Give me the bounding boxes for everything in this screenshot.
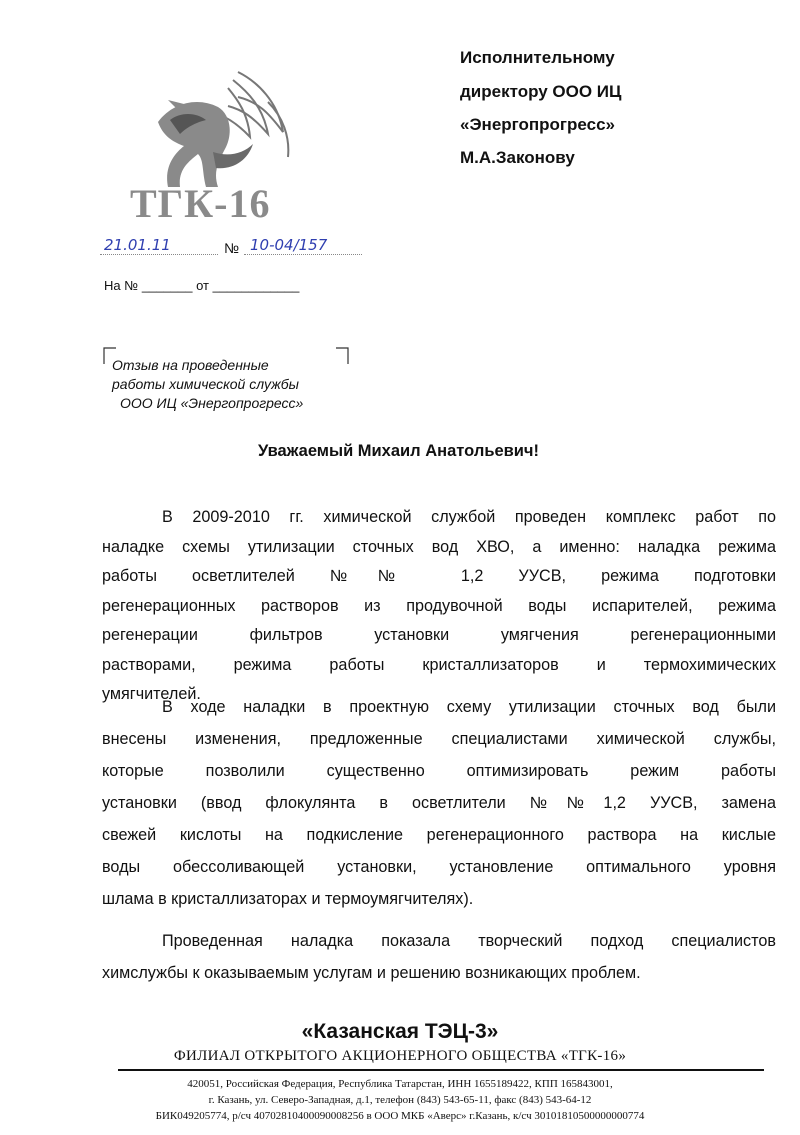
footer-address-line-2: г. Казань, ул. Северо-Западная, д.1, телефон (843) 543-65-11, факс (843) 543-64-12: [208, 1094, 592, 1106]
subject-line-1: Отзыв на проведенные: [112, 357, 269, 373]
paragraph-line: регенерации фильтров установки умягчения регенерационными: [102, 626, 776, 644]
reference-blank-date: ____________: [212, 278, 300, 293]
outgoing-date: 21.01.11: [104, 236, 171, 254]
paragraph-line: умягчителей.: [102, 685, 201, 703]
body-paragraph-3: [102, 925, 776, 989]
outgoing-no-label: №: [224, 240, 240, 256]
subject-block: [112, 356, 342, 413]
paragraph-line: установки (ввод флокулянта в осветлители №№1,2 УУСВ, замена: [102, 794, 776, 812]
addressee-line-3: «Энергопрогресс»: [460, 115, 615, 134]
paragraph-line: свежей кислоты на подкисление регенерационного раствора на кислые: [102, 826, 776, 844]
paragraph-line: шлама в кристаллизаторах и термоумягчителях).: [102, 890, 474, 908]
paragraph-line: В 2009-2010 гг. химической службой проведен комплекс работ по: [162, 508, 776, 526]
footer-divider: [118, 1069, 764, 1071]
salutation: Уважаемый Михаил Анатольевич!: [258, 442, 539, 460]
reference-blank-number: _______: [141, 278, 193, 293]
body-paragraph-1: [102, 503, 776, 710]
reference-from-label: от: [196, 278, 209, 293]
body-paragraph-2: [102, 691, 776, 915]
paragraph-line: растворами, режима работы кристаллизаторов и термохимических: [102, 655, 776, 674]
subject-line-2: работы химической службы: [112, 376, 299, 392]
footer-subtitle: ФИЛИАЛ ОТКРЫТОГО АКЦИОНЕРНОГО ОБЩЕСТВА «ТГК-16»: [173, 1048, 627, 1064]
paragraph-line: работы осветлителей №№ 1,2 УУСВ, режима подготовки: [102, 567, 776, 585]
paragraph-line: которые позволили существенно оптимизировать режим работы: [102, 762, 776, 780]
footer-bank-line: БИК049205774, р/сч 40702810400090008256 в ООО МКБ «Аверс» г.Казань, к/сч 30101810500000000774: [155, 1110, 645, 1122]
paragraph-line: Проведенная наладка показала творческий подход специалистов: [162, 932, 776, 950]
footer-title: «Казанская ТЭЦ-3»: [301, 1020, 499, 1043]
addressee-line-1: Исполнительному: [460, 48, 615, 67]
footer-address-line-1: 420051, Российская Федерация, Республика Татарстан, ИНН 1655189422, КПП 165843001,: [187, 1078, 613, 1090]
paragraph-line: В ходе наладки в проектную схему утилизации сточных вод были: [162, 698, 776, 716]
paragraph-line: химслужбы к оказываемым услугам и решению возникающих проблем.: [102, 964, 641, 982]
addressee-line-2: директору ООО ИЦ: [460, 82, 622, 101]
paragraph-line: наладке схемы утилизации сточных вод ХВО, а именно: наладка режима: [102, 537, 776, 556]
reference-line: [104, 278, 299, 293]
outgoing-number: 10-04/157: [250, 236, 328, 254]
addressee-line-4: М.А.Законову: [460, 148, 575, 167]
reference-no-label: На №: [104, 278, 139, 293]
logo-text: ТГК-16: [130, 181, 271, 226]
paragraph-line: внесены изменения, предложенные специалистами химической службы,: [102, 730, 776, 748]
paragraph-line: регенерационных растворов из продувочной воды испарителей, режима: [102, 596, 776, 615]
subject-line-3: ООО ИЦ «Энергопрогресс»: [120, 395, 304, 411]
paragraph-line: воды обессоливающей установки, установление оптимального уровня: [102, 858, 776, 876]
